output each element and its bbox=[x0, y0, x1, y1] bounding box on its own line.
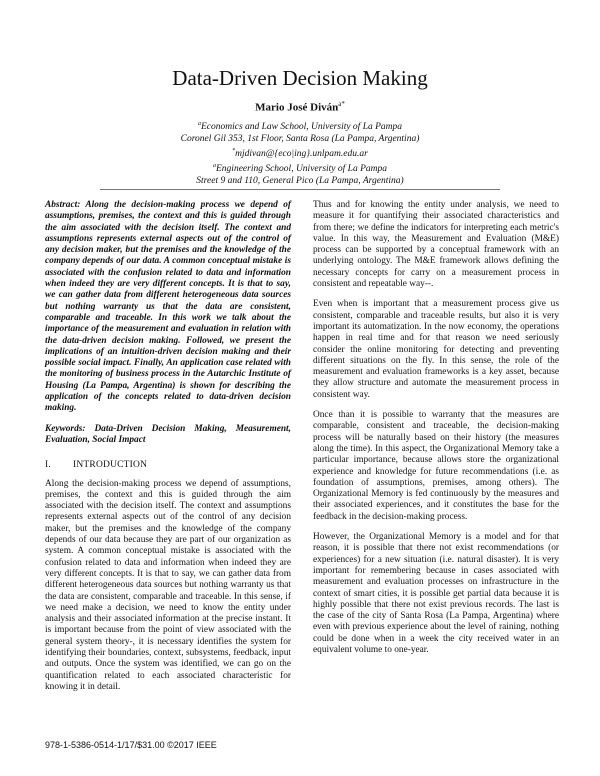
body-paragraph: Even when is important that a measurement process give us consistent, comparable and traceable results, but also it is very important its automatization. In the now economy, the operations happen in real time and for that reason we need seriously consider the online monitoring for detecting and preventing different situations on the fly. In this sense, the role of the measurement and evaluation frameworks is a key asset, because they allow structure and automate the measurement process in consistent way. bbox=[313, 299, 559, 400]
copyright-footer: 978-1-5386-0514-1/17/$31.00 ©2017 IEEE bbox=[45, 740, 217, 750]
author-marks: a* bbox=[338, 100, 345, 108]
keywords-label: Keywords: bbox=[45, 423, 86, 434]
body-paragraph: Along the decision-making process we depend of assumptions, premises, the context and this is guided through the aim associated with the decision itself. The context and assumptions represents external aspects out of the control of any decision maker, but the premises and the knowledge of the company depends of our data because they are part of our organization as system. A common conceptual mistake is associated with the confusion related to data and information when indeed they are very different concepts. It is that to say, we can gather data from different heterogeneous data sources but nothing warranty us that the data are consistent, comparable and traceable. In this sense, if we need make a decision, we need to know the entity under analysis and their associated information at the precise instant. It is important because from the point of view associated with the general system theory-, it is necessary identifies the system for identifying their boundaries, context, subsystems, feedback, input and outputs. Once the system was identified, we can go on the quantification related to each associated characteristic for knowing it in detail. bbox=[45, 478, 291, 692]
right-column bbox=[313, 200, 559, 665]
author-name: Mario José Diván bbox=[255, 101, 339, 114]
abstract bbox=[45, 200, 291, 415]
section-number: I. bbox=[45, 460, 51, 471]
keywords-text: Data-Driven Decision Making, Measurement, Evaluation, Social Impact bbox=[45, 423, 291, 445]
affiliation-line: Coronel Gil 353, 1st Floor, Santa Rosa (La Pampa, Argentina) bbox=[180, 134, 420, 145]
affiliation-line: $^a$Economics and Law School, University of La Pampa bbox=[197, 121, 403, 133]
keywords bbox=[45, 424, 291, 447]
section-title: INTRODUCTION bbox=[73, 460, 148, 471]
author-line bbox=[0, 100, 600, 114]
affiliation-line: $^a$Engineering School, University of La Pampa bbox=[213, 163, 387, 175]
header-divider bbox=[100, 189, 500, 190]
left-column bbox=[45, 200, 291, 702]
body-paragraph: Thus and for knowing the entity under analysis, we need to measure it for quantifying their associated characteristics and from there; we define the indicators for interpreting each metric's value. In this way, the Measurement and Evaluation (M&E) process can be supported by a conceptual framework with an underlying ontology. The M&E framework allows defining the necessary concepts for carry on a measurement process in consistent and repeatable way--. bbox=[313, 200, 559, 290]
affiliation-line: Street 9 and 110, General Pico (La Pampa, Argentina) bbox=[196, 176, 404, 187]
paper-title: Data-Driven Decision Making bbox=[172, 66, 428, 90]
body-paragraph: However, the Organizational Memory is a model and for that reason, it is possible that there not exist recommendations (or experiences) for a new situation (i.e. natural disaster). It is very important for remembering because in cases associated with measurement and evaluation processes on infrastructure in the context of smart cities, it is possible get partial data because it is highly possible that there not exist previous records. The last is the case of the city of Santa Rosa (La Pampa, Argentina) where even with previous experience about the level of raining, nothing could be done when in a week the city received water in an equivalent volume to one-year. bbox=[313, 532, 559, 655]
affiliations bbox=[0, 118, 600, 187]
abstract-text: Along the decision-making process we depend of assumptions, premises, the context and this is guided through the aim associated with the decision itself. The context and assumptions represents external aspects out of the control of any decision maker, but the premises and the knowledge of the company depends of our data. A common conceptual mistake is associated with the confusion related to data and information when indeed they are very different concepts. It is that to say, we can gather data from different heterogeneous data sources but nothing warranty us that the data are consistent, comparable and traceable. In this work we talk about the importance of the measurement and evaluation in relation with the data-driven decision making. Followed, we present the implications of an intuition-driven decision making and their possible social impact. Finally, An application case related with the monitoring of business process in the Autarchic Institute of Housing (La Pampa, Argentina) is shown for describing the application of the concepts related to data-driven decision making. bbox=[45, 200, 292, 414]
affiliation-email: *mjdivan@{eco|ing}.unlpam.edu.ar bbox=[232, 148, 368, 160]
body-paragraph: Once than it is possible to warranty that the measures are comparable, consistent and traceable, the decision-making process will be naturally based on their history (the measures along the time). In this aspect, the Organizational Memory take a particular importance, because allows store the organizational experience and knowledge for future recommendations (i.e. as foundation of assumptions, premises, among others). The Organizational Memory is fed continuously by the measures and their associated experiences, and it constitutes the base for the feedback in the decision-making process. bbox=[313, 410, 559, 522]
section-heading bbox=[45, 460, 291, 471]
abstract-label: Abstract: bbox=[45, 200, 81, 210]
